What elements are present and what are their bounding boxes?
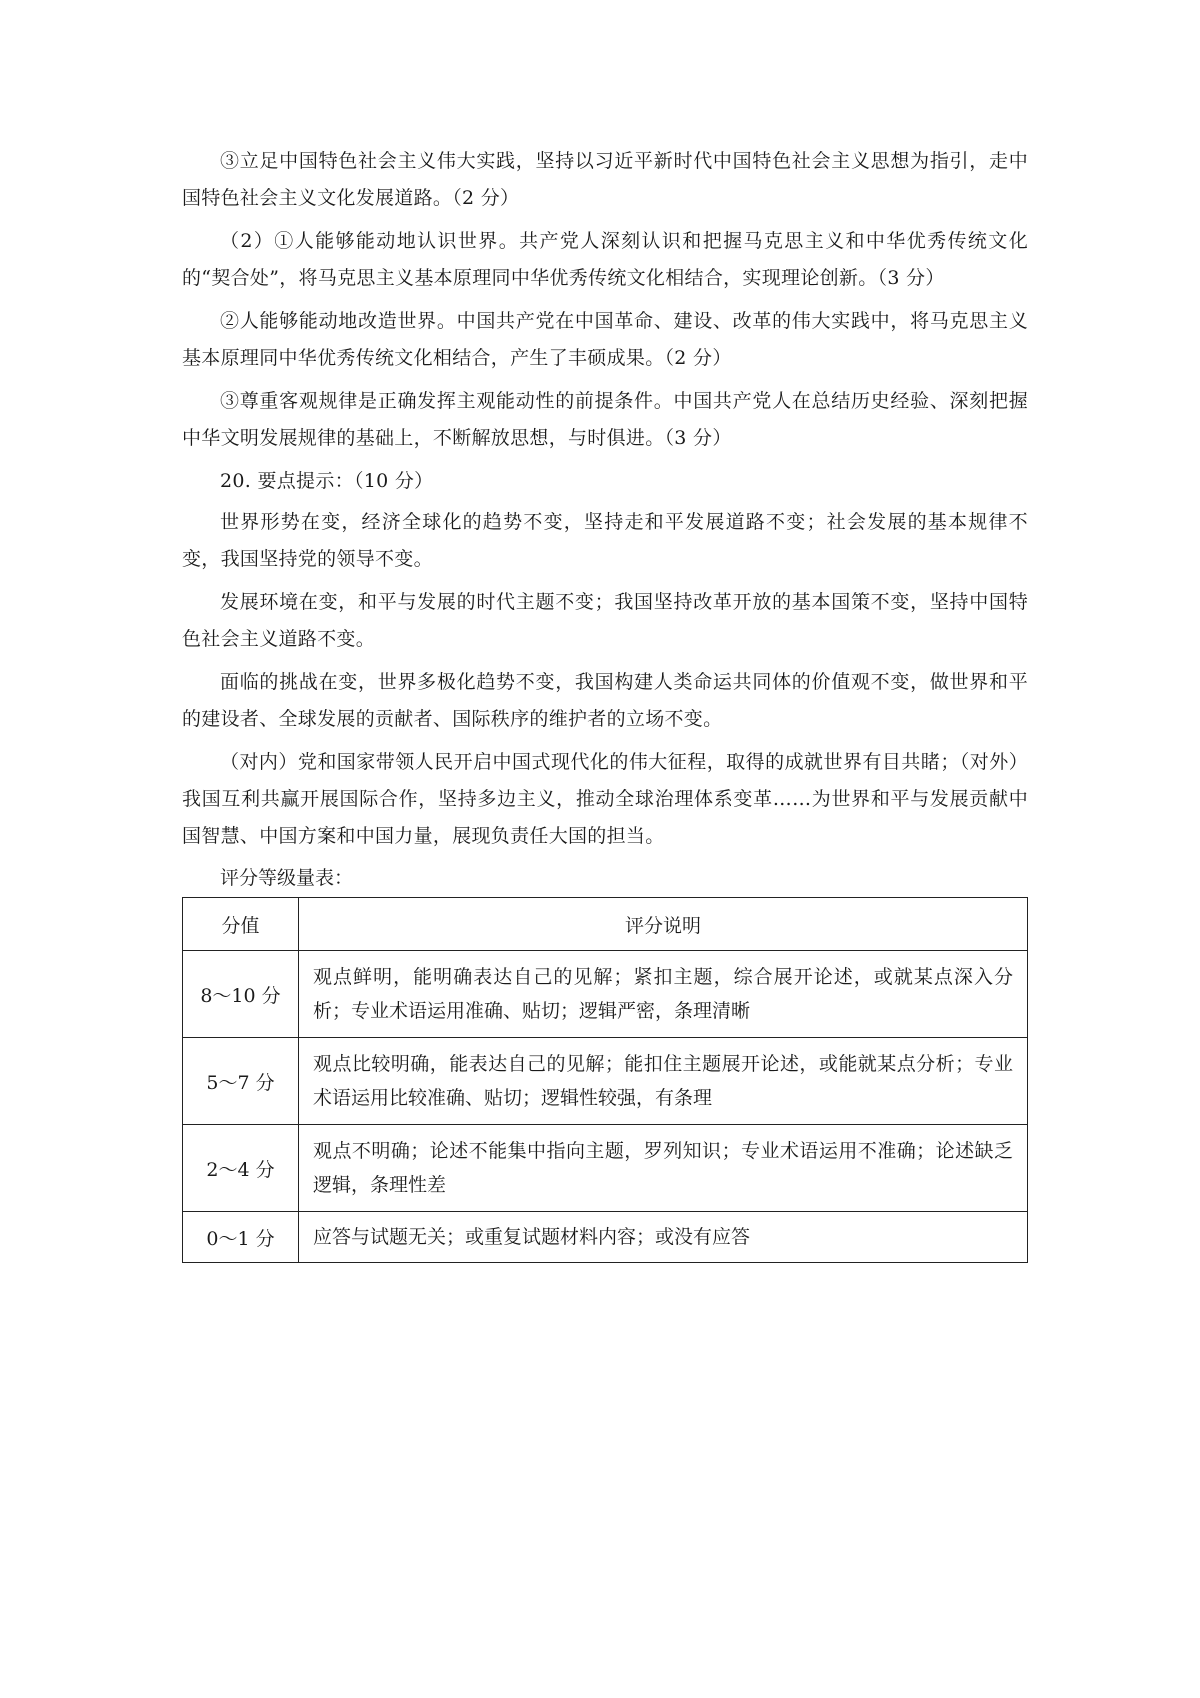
table-row (183, 1125, 1028, 1212)
description-cell: 观点比较明确，能表达自己的见解；能扣住主题展开论述，或能就某点分析；专业术语运用比较准确、贴切；逻辑性较强，有条理 (299, 1038, 1028, 1125)
answer-paragraph-7: 面临的挑战在变，世界多极化趋势不变，我国构建人类命运共同体的价值观不变，做世界和平的建设者、全球发展的贡献者、国际秩序的维护者的立场不变。 (182, 671, 1028, 730)
description-cell: 观点鲜明，能明确表达自己的见解；紧扣主题，综合展开论述，或就某点深入分析；专业术语运用准确、贴切；逻辑严密，条理清晰 (299, 951, 1028, 1038)
answer-paragraph-5: 世界形势在变，经济全球化的趋势不变，坚持走和平发展道路不变；社会发展的基本规律不变，我国坚持党的领导不变。 (182, 511, 1028, 570)
header-score: 分值 (183, 898, 299, 951)
header-description: 评分说明 (299, 898, 1028, 951)
answer-paragraph-3: ②人能够能动地改造世界。中国共产党在中国革命、建设、改革的伟大实践中，将马克思主义基本原理同中华优秀传统文化相结合，产生了丰硕成果。（2 分） (182, 310, 1028, 369)
score-cell: 8～10 分 (183, 951, 299, 1038)
question-20-heading: 20. 要点提示：（10 分） (220, 470, 434, 492)
table-row (183, 1212, 1028, 1263)
score-cell: 0～1 分 (183, 1212, 299, 1263)
table-row (183, 951, 1028, 1038)
answer-paragraph-6: 发展环境在变，和平与发展的时代主题不变；我国坚持改革开放的基本国策不变，坚持中国特色社会主义道路不变。 (182, 591, 1028, 650)
answer-paragraph-4: ③尊重客观规律是正确发挥主观能动性的前提条件。中国共产党人在总结历史经验、深刻把握中华文明发展规律的基础上，不断解放思想，与时俱进。（3 分） (182, 390, 1028, 449)
table-header-row (183, 898, 1028, 951)
answer-content (182, 143, 1028, 1263)
answer-paragraph-2: （2）①人能够能动地认识世界。共产党人深刻认识和把握马克思主义和中华优秀传统文化的“契合处”，将马克思主义基本原理同中华优秀传统文化相结合，实现理论创新。（3 分） (182, 230, 1028, 289)
grading-table-title: 评分等级量表： (220, 867, 354, 889)
table-row (183, 1038, 1028, 1125)
answer-paragraph-1: ③立足中国特色社会主义伟大实践，坚持以习近平新时代中国特色社会主义思想为指引，走中国特色社会主义文化发展道路。（2 分） (182, 150, 1028, 209)
description-cell: 应答与试题无关；或重复试题材料内容；或没有应答 (299, 1212, 1028, 1263)
description-cell: 观点不明确；论述不能集中指向主题，罗列知识；专业术语运用不准确；论述缺乏逻辑，条理性差 (299, 1125, 1028, 1212)
score-cell: 5～7 分 (183, 1038, 299, 1125)
score-cell: 2～4 分 (183, 1125, 299, 1212)
answer-paragraph-8: （对内）党和国家带领人民开启中国式现代化的伟大征程，取得的成就世界有目共睹；（对外）我国互利共赢开展国际合作，坚持多边主义，推动全球治理体系变革……为世界和平与发展贡献中国智慧、中国方案和中国力量，展现负责任大国的担当。 (182, 751, 1028, 847)
grading-table (182, 897, 1028, 1263)
